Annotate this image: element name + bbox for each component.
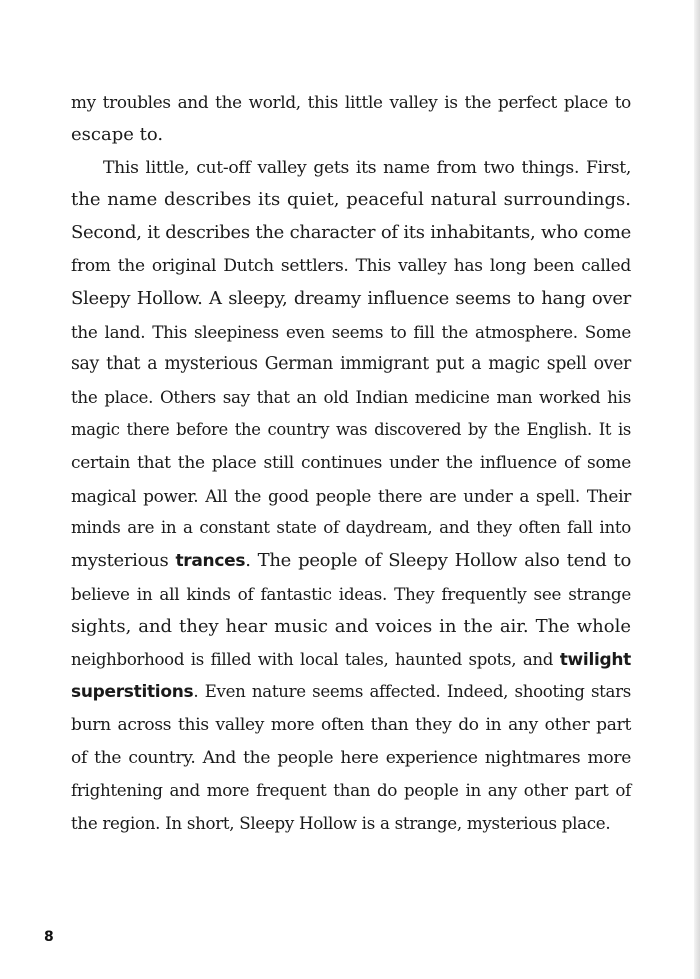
- text-run: . The people of Sleepy Hollow also tend to: [245, 550, 631, 572]
- text-line: [71, 676, 631, 709]
- text-line: [71, 545, 631, 578]
- text-line: [71, 644, 631, 677]
- vocab-word-twilight: twilight: [559, 649, 631, 670]
- page-number: 8: [44, 929, 54, 945]
- text-run: . Even nature seems affected. Indeed, shooting stars: [193, 682, 631, 702]
- text-line: the name describes its quiet, peaceful natural surroundings.: [71, 189, 631, 211]
- text-run: neighborhood is filled with local tales, haunted spots, and: [71, 649, 560, 669]
- text-line: believe in all kinds of fantastic ideas. They frequently see strange: [71, 583, 631, 604]
- vocab-word-trances: trances: [175, 551, 246, 572]
- text-line: the region. In short, Sleepy Hollow is a strange, mysterious place.: [71, 813, 611, 833]
- text-line: Second, it describes the character of its inhabitants, who come: [71, 222, 631, 244]
- text-run: mysterious: [71, 550, 176, 572]
- text-line: certain that the place still continues under the influence of some: [71, 452, 631, 473]
- text-line: burn across this valley more often than they do in any other part: [71, 715, 631, 736]
- text-line: frightening and more frequent than do people in any other part of: [71, 780, 631, 800]
- text-line: my troubles and the world, this little valley is the perfect place to: [71, 92, 631, 112]
- text-line: escape to.: [71, 123, 164, 145]
- text-line: Sleepy Hollow. A sleepy, dreamy influence seems to hang over: [71, 287, 631, 309]
- text-line: from the original Dutch settlers. This valley has long been called: [71, 255, 631, 276]
- text-line: magical power. All the good people there are under a spell. Their: [71, 485, 631, 506]
- vocab-word-superstitions: superstitions: [71, 682, 194, 703]
- body-text: [71, 86, 631, 840]
- text-line: say that a mysterious German immigrant put a magic spell over: [71, 354, 631, 375]
- text-line: of the country. And the people here experience nightmares more: [71, 747, 631, 768]
- text-line: the place. Others say that an old Indian medicine man worked his: [71, 387, 631, 408]
- page-edge: [694, 0, 700, 979]
- text-line: sights, and they hear music and voices in the air. The whole: [71, 615, 631, 637]
- text-line: magic there before the country was discovered by the English. It is: [71, 419, 631, 439]
- text-line: This little, cut-off valley gets its name from two things. First,: [103, 157, 631, 178]
- text-line: minds are in a constant state of daydream, and they often fall into: [71, 518, 631, 538]
- text-line: the land. This sleepiness even seems to fill the atmosphere. Some: [71, 321, 631, 342]
